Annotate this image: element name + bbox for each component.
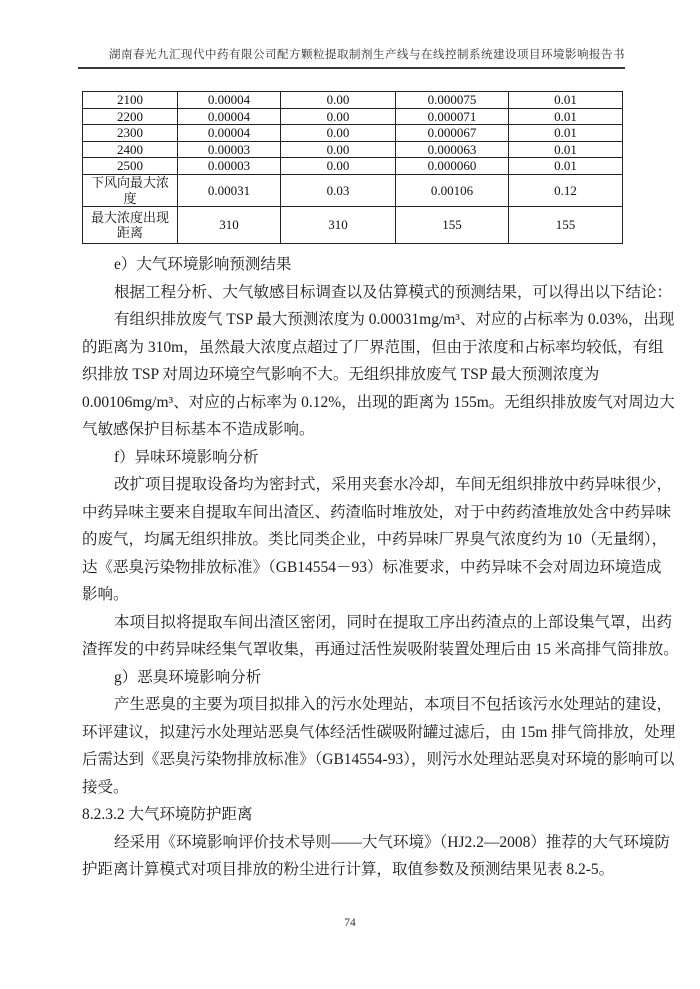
body-content xyxy=(82,251,679,884)
table-cell: 2400 xyxy=(83,141,178,158)
table-cell: 0.01 xyxy=(509,141,623,158)
text-line: 0.00106mg/m³、对应的占标率为 0.12%，出现的距离为 155m。无组织排放废气对周边大 xyxy=(82,393,675,411)
page-number: 74 xyxy=(344,917,356,929)
text-line: 本项目拟将提取车间出渣区密闭，同时在提取工序出药渣点的上部设集气罩，出药 xyxy=(114,613,673,631)
table-cell: 0.000063 xyxy=(396,141,509,158)
table-row xyxy=(83,125,623,142)
text-line: 的废气，均属无组织排放。类比同类企业，中药异味厂界臭气浓度约为 10（无量纲）， xyxy=(82,531,668,548)
section-heading-f: f）异味环境影响分析 xyxy=(114,448,259,466)
table-cell: 0.00004 xyxy=(178,108,281,125)
table-cell: 2300 xyxy=(83,125,178,142)
table-cell: 0.00 xyxy=(281,108,396,125)
table-cell: 310 xyxy=(281,207,396,244)
table-cell: 0.01 xyxy=(509,108,623,125)
header-title: 湖南春光九汇现代中药有限公司配方颗粒提取制剂生产线与在线控制系统建设项目环境影响报告书 xyxy=(109,49,625,61)
table-cell: 0.00003 xyxy=(178,158,281,175)
section-heading-e: e）大气环境影响预测结果 xyxy=(114,256,292,273)
table-cell: 0.03 xyxy=(281,174,396,206)
text-line: 织排放 TSP 对周边环境空气影响不大。无组织排放废气 TSP 最大预测浓度为 xyxy=(82,366,600,383)
text-line: 有组织排放废气 TSP 最大预测浓度为 0.00031mg/m³、对应的占标率为 0.03%，出现 xyxy=(114,311,675,328)
table-cell: 155 xyxy=(509,207,623,244)
text-line: 的距离为 310m，虽然最大浓度点超过了厂界范围，但由于浓度和占标率均较低，有组 xyxy=(82,338,664,356)
table-cell: 0.00 xyxy=(281,158,396,175)
table-cell: 0.00004 xyxy=(178,92,281,109)
table-cell: 0.000060 xyxy=(396,158,509,175)
table-cell: 0.00031 xyxy=(178,174,281,206)
table-cell: 0.00 xyxy=(281,141,396,158)
table-cell: 310 xyxy=(178,207,281,244)
table-cell: 0.01 xyxy=(509,125,623,142)
table-cell: 0.00004 xyxy=(178,125,281,142)
table-cell: 0.00003 xyxy=(178,141,281,158)
table-cell: 0.00106 xyxy=(396,174,509,206)
text-line: 气敏感保护目标基本不造成影响。 xyxy=(82,421,315,438)
text-line: 改扩项目提取设备均为密封式，采用夹套水冷却，车间无组织排放中药异味很少， xyxy=(114,476,673,493)
table-row xyxy=(83,108,623,125)
page-header xyxy=(78,46,625,69)
table-cell: 2500 xyxy=(83,158,178,175)
text-line: 接受。 xyxy=(82,778,129,796)
table-row-max-distance xyxy=(83,207,623,244)
text-line: 后需达到《恶臭污染物排放标准》（GB14554-93），则污水处理站恶臭对环境的影响可以 xyxy=(82,751,675,768)
section-heading-g: g）恶臭环境影响分析 xyxy=(114,668,262,686)
table-row xyxy=(83,158,623,175)
text-line: 影响。 xyxy=(82,586,129,603)
prediction-result-table xyxy=(82,91,623,244)
table-cell: 最大浓度出现距离 xyxy=(83,207,178,244)
table-cell: 下风向最大浓度 xyxy=(83,174,178,206)
text-line: 达《恶臭污染物排放标准》（GB14554－93）标准要求，中药异味不会对周边环境造成 xyxy=(82,558,662,576)
text-line: 护距离计算模式对项目排放的粉尘进行计算，取值参数及预测结果见表 8.2-5。 xyxy=(82,861,615,878)
table-cell: 0.000071 xyxy=(396,108,509,125)
table-cell: 2100 xyxy=(83,92,178,109)
table-cell: 155 xyxy=(396,207,509,244)
table-cell: 0.000067 xyxy=(396,125,509,142)
table-cell: 0.12 xyxy=(509,174,623,206)
table-cell: 0.01 xyxy=(509,92,623,109)
text-line: 产生恶臭的主要为项目拟排入的污水处理站，本项目不包括该污水处理站的建设， xyxy=(114,696,673,713)
table-row xyxy=(83,92,623,109)
text-line: 经采用《环境影响评价技术导则——大气环境》（HJ2.2—2008）推荐的大气环境防 xyxy=(114,833,670,851)
table-cell: 2200 xyxy=(83,108,178,125)
text-line: 根据工程分析、大气敏感目标调查以及估算模式的预测结果，可以得出以下结论： xyxy=(114,283,673,301)
table-row xyxy=(83,141,623,158)
text-line: 中药异味主要来自提取车间出渣区、药渣临时堆放处，对于中药药渣堆放处含中药异味 xyxy=(82,503,672,521)
table-row-downwind-max xyxy=(83,174,623,206)
table-cell: 0.00 xyxy=(281,92,396,109)
table-cell: 0.000075 xyxy=(396,92,509,109)
section-heading-8-2-3-2: 8.2.3.2 大气环境防护距离 xyxy=(82,806,253,823)
text-line: 环评建议，拟建污水处理站恶臭气体经活性碳吸附罐过滤后，由 15m 排气筒排放，处理 xyxy=(82,723,676,741)
table-cell: 0.01 xyxy=(509,158,623,175)
text-line: 渣挥发的中药异味经集气罩收集，再通过活性炭吸附装置处理后由 15 米高排气筒排放。 xyxy=(82,641,679,658)
table-cell: 0.00 xyxy=(281,125,396,142)
